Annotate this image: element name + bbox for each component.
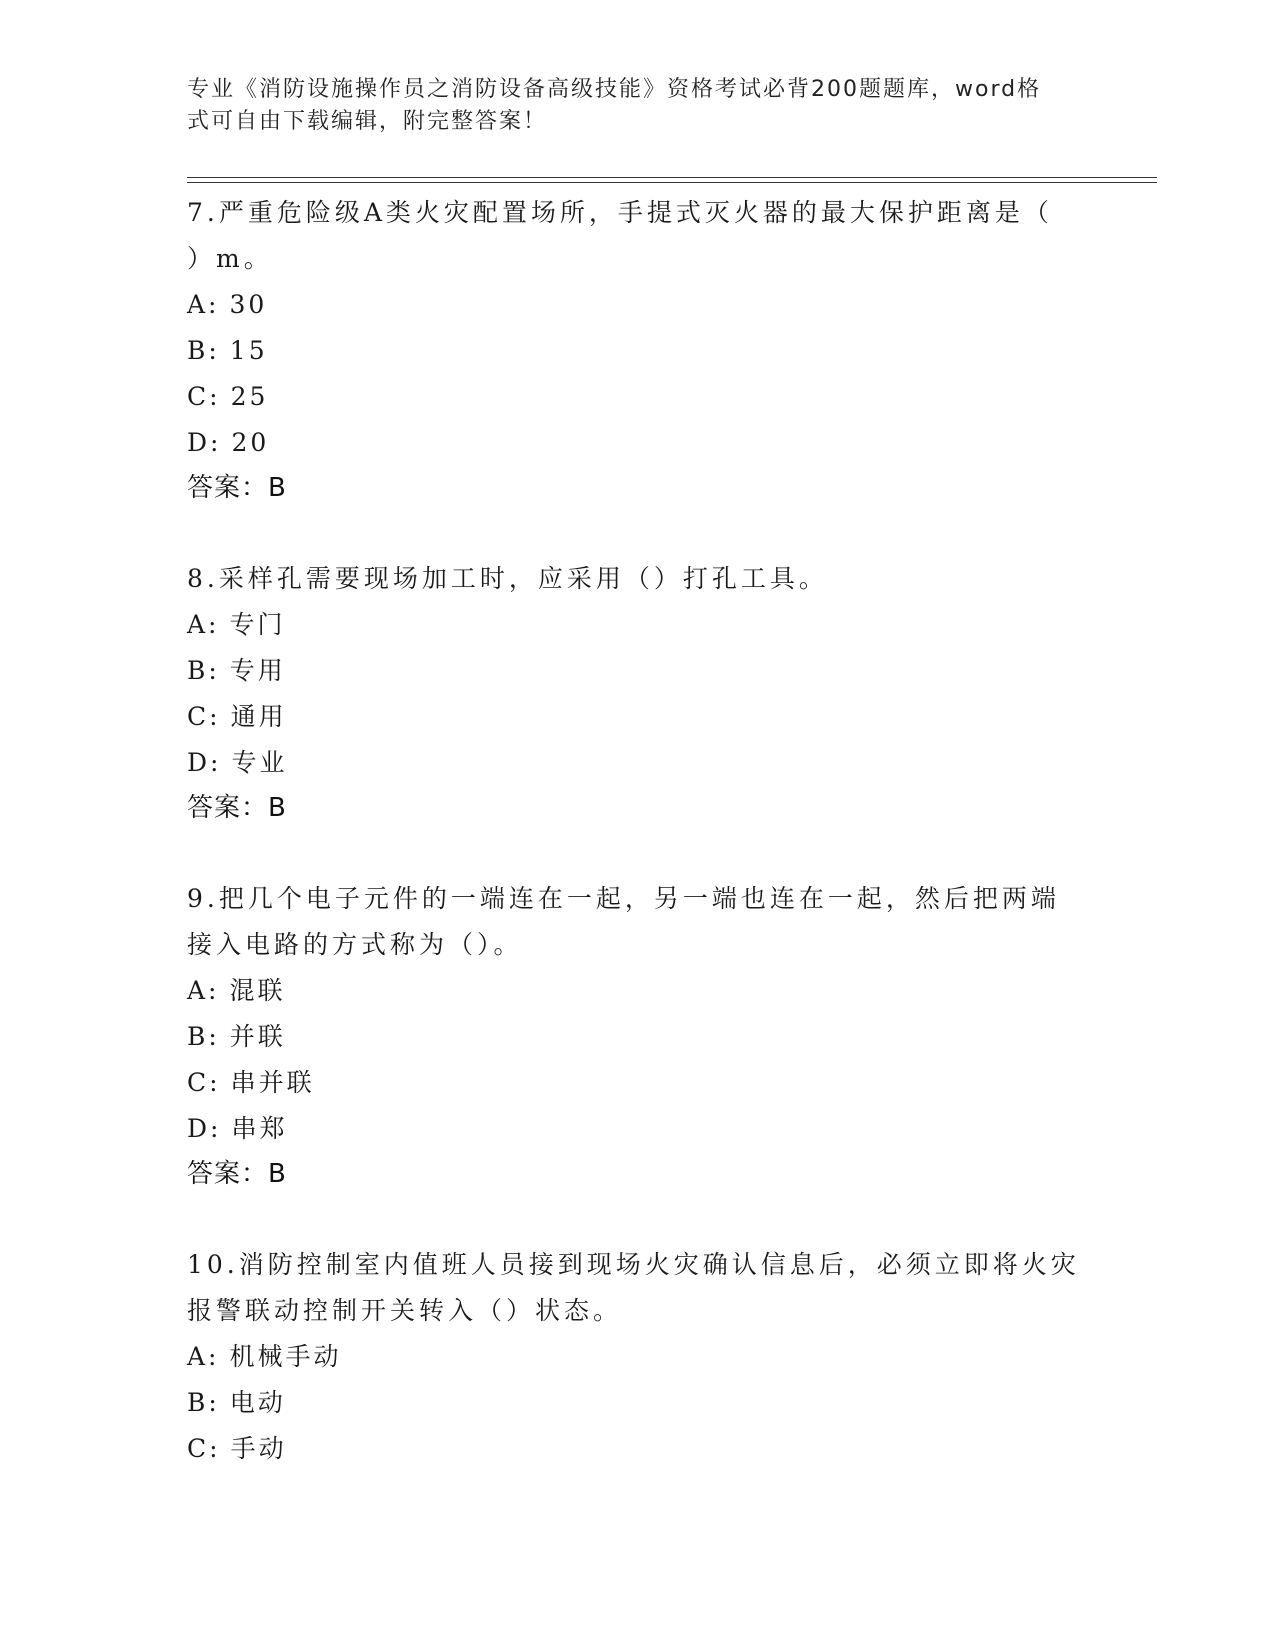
header-divider-bottom <box>187 182 1157 183</box>
option-text: 手动 <box>230 1434 287 1463</box>
answer-option <box>187 1380 1087 1426</box>
option-letter: A: <box>187 290 220 319</box>
answer-key: 答案：B <box>187 793 287 823</box>
option-text: 20 <box>231 428 270 457</box>
question-spacer <box>187 830 1087 876</box>
option-text: 并联 <box>229 1022 286 1051</box>
answer-option <box>187 282 1087 328</box>
answer-option <box>187 602 1087 648</box>
option-letter: C: <box>187 1434 221 1463</box>
question-stem: ）m。 <box>187 244 273 273</box>
option-letter: C: <box>187 702 221 731</box>
option-letter: B: <box>187 656 220 685</box>
option-text: 机械手动 <box>229 1342 342 1371</box>
header-line-2: 式可自由下载编辑，附完整答案！ <box>187 109 548 134</box>
option-text: 15 <box>229 336 268 365</box>
question-stem: 9.把几个电子元件的一端连在一起，另一端也连在一起，然后把两端 <box>187 884 1060 913</box>
question-stem: 7.严重危险级A类火灾配置场所，手提式灭火器的最大保护距离是（ <box>187 198 1053 227</box>
option-letter: D: <box>187 428 222 457</box>
option-text: 混联 <box>229 976 286 1005</box>
option-text: 串并联 <box>230 1068 315 1097</box>
answer-option <box>187 648 1087 694</box>
answer-key: 答案：B <box>187 473 287 503</box>
option-text: 串郑 <box>231 1114 288 1143</box>
question-stem: 8.采样孔需要现场加工时，应采用（）打孔工具。 <box>187 564 828 593</box>
option-letter: A: <box>187 1342 220 1371</box>
option-text: 25 <box>230 382 269 411</box>
option-letter: C: <box>187 1068 221 1097</box>
answer-option <box>187 694 1087 740</box>
question-block <box>187 190 1087 510</box>
option-letter: D: <box>187 748 222 777</box>
option-text: 电动 <box>229 1388 286 1417</box>
question-stem: 报警联动控制开关转入（）状态。 <box>187 1296 623 1325</box>
answer-option <box>187 1060 1087 1106</box>
header-divider-top <box>187 177 1157 178</box>
option-letter: B: <box>187 336 220 365</box>
answer-option <box>187 1014 1087 1060</box>
question-stem: 接入电路的方式称为（）。 <box>187 930 523 959</box>
option-letter: A: <box>187 976 220 1005</box>
header-line-1: 专业《消防设施操作员之消防设备高级技能》资格考试必背200题题库，word格 <box>187 77 1042 102</box>
option-letter: C: <box>187 382 221 411</box>
document-header <box>187 74 1067 138</box>
option-text: 通用 <box>230 702 287 731</box>
question-spacer <box>187 510 1087 556</box>
answer-option <box>187 968 1087 1014</box>
answer-option <box>187 1426 1087 1472</box>
answer-option <box>187 420 1087 466</box>
option-text: 30 <box>229 290 268 319</box>
option-letter: B: <box>187 1022 220 1051</box>
answer-option <box>187 740 1087 786</box>
answer-option <box>187 374 1087 420</box>
question-block <box>187 876 1087 1196</box>
option-text: 专门 <box>229 610 286 639</box>
answer-option <box>187 1334 1087 1380</box>
option-text: 专业 <box>231 748 288 777</box>
answer-key: 答案：B <box>187 1159 287 1189</box>
option-text: 专用 <box>229 656 286 685</box>
answer-option <box>187 328 1087 374</box>
option-letter: D: <box>187 1114 222 1143</box>
question-block <box>187 556 1087 830</box>
question-spacer <box>187 1196 1087 1242</box>
option-letter: B: <box>187 1388 220 1417</box>
answer-option <box>187 1106 1087 1152</box>
option-letter: A: <box>187 610 220 639</box>
question-stem: 10.消防控制室内值班人员接到现场火灾确认信息后，必须立即将火灾 <box>187 1250 1080 1279</box>
question-list <box>187 190 1087 1472</box>
question-block <box>187 1242 1087 1472</box>
